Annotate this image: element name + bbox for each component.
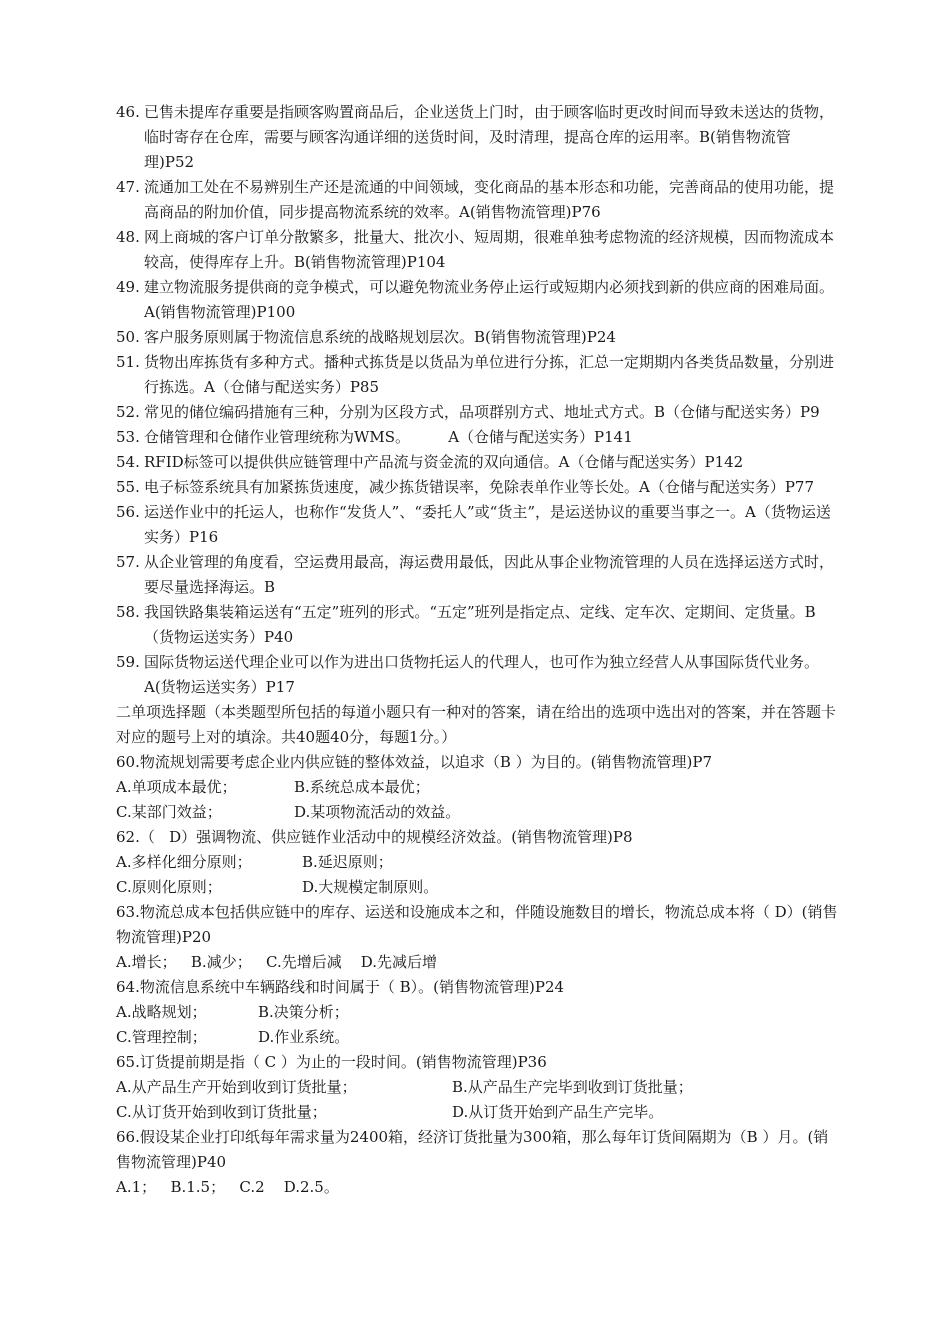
question-stem: 60.物流规划需要考虑企业内供应链的整体效益，以追求（B ）为目的。(销售物流管理)P7 xyxy=(116,753,712,771)
option-a: A.多样化细分原则； xyxy=(116,853,252,871)
question-text: 从企业管理的角度看，空运费用最高，海运费用最低，因此从事企业物流管理的人员在选择运送方式时，要尽量选择海运。B xyxy=(144,553,835,596)
question-number: 59. xyxy=(116,653,140,671)
question-item xyxy=(116,475,838,500)
option-d: D.从订货开始到产品生产完毕。 xyxy=(452,1103,664,1121)
option-b: B.延迟原则； xyxy=(302,853,393,871)
option-a: A.从产品生产开始到收到订货批量； xyxy=(116,1078,357,1096)
question-item xyxy=(116,550,838,600)
question-text: 国际货物运送代理企业可以作为进出口货物托运人的代理人，也可作为独立经营人从事国际货代业务。A(货物运送实务）P17 xyxy=(144,653,820,696)
question-text: 建立物流服务提供商的竞争模式，可以避免物流业务停止运行或短期内必须找到新的供应商的困难局面。A(销售物流管理)P100 xyxy=(144,278,835,321)
option-row xyxy=(116,1000,838,1025)
option-row xyxy=(116,775,838,800)
question-stem: 65.订货提前期是指（ C ）为止的一段时间。(销售物流管理)P36 xyxy=(116,1053,547,1071)
question-number: 50. xyxy=(116,328,140,346)
question-number: 52. xyxy=(116,403,140,421)
question-item xyxy=(116,400,838,425)
option-row xyxy=(116,1075,838,1100)
option-d: D.作业系统。 xyxy=(258,1028,350,1046)
question-item xyxy=(116,350,838,400)
question-text: RFID标签可以提供供应链管理中产品流与资金流的双向通信。A（仓储与配送实务）P142 xyxy=(144,453,744,471)
question-number: 49. xyxy=(116,278,140,296)
option-c: C.原则化原则； xyxy=(116,878,222,896)
option-line: A.增长； B.减少； C.先增后减 D.先减后增 xyxy=(116,953,438,971)
question-item xyxy=(116,425,838,450)
option-a: A.单项成本最优； xyxy=(116,778,237,796)
option-c: C.从订货开始到收到订货批量； xyxy=(116,1103,327,1121)
question-stem: 62.（ D）强调物流、供应链作业活动中的规模经济效益。(销售物流管理)P8 xyxy=(116,828,633,846)
question-text: 网上商城的客户订单分散繁多，批量大、批次小、短周期，很难单独考虑物流的经济规模，因而物流成本较高，使得库存上升。B(销售物流管理)P104 xyxy=(144,228,835,271)
question-text: 客户服务原则属于物流信息系统的战略规划层次。B(销售物流管理)P24 xyxy=(144,328,616,346)
question-stem: 64.物流信息系统中车辆路线和时间属于（ B）。(销售物流管理)P24 xyxy=(116,978,565,996)
question-text: 我国铁路集装箱运送有“五定”班列的形式。“五定”班列是指定点、定线、定车次、定期间、定货量。B（货物运送实务）P40 xyxy=(144,603,816,646)
question-number: 47. xyxy=(116,178,140,196)
question-text: 电子标签系统具有加紧拣货速度，减少拣货错误率，免除表单作业等长处。A（仓储与配送实务）P77 xyxy=(144,478,815,496)
option-line: A.1； B.1.5； C.2 D.2.5。 xyxy=(116,1178,339,1196)
option-row xyxy=(116,1025,838,1050)
question-text: 仓储管理和仓储作业管理统称为WMS。 A（仓储与配送实务）P141 xyxy=(144,428,633,446)
document-body xyxy=(116,100,838,1200)
question-number: 46. xyxy=(116,103,140,121)
option-b: B.系统总成本最优； xyxy=(294,778,430,796)
question-text: 运送作业中的托运人，也称作“发货人”、“委托人”或“货主”，是运送协议的重要当事之一。A（货物运送实务）P16 xyxy=(144,503,831,546)
question-number: 54. xyxy=(116,453,140,471)
option-row xyxy=(116,850,838,875)
question-number: 53. xyxy=(116,428,140,446)
question-item xyxy=(116,225,838,275)
question-number: 57. xyxy=(116,553,140,571)
question-number: 58. xyxy=(116,603,140,621)
section-heading: 二单项选择题（本类题型所包括的每道小题只有一种对的答案，请在给出的选项中选出对的答案，并在答题卡对应的题号上对的填涂。共40题40分，每题1分。） xyxy=(116,703,837,746)
question-number: 48. xyxy=(116,228,140,246)
option-b: B.决策分析； xyxy=(258,1003,349,1021)
question-item xyxy=(116,275,838,325)
option-c: C.某部门效益； xyxy=(116,803,222,821)
option-a: A.战略规划； xyxy=(116,1003,207,1021)
question-text: 已售未提库存重要是指顾客购置商品后，企业送货上门时，由于顾客临时更改时间而导致未送达的货物，临时寄存在仓库，需要与顾客沟通详细的送货时间，及时清理，提高仓库的运用率。B(销售物流管理)P52 xyxy=(144,103,835,171)
question-stem: 66.假设某企业打印纸每年需求量为2400箱，经济订货批量为300箱，那么每年订货间隔期为（B ）月。(销售物流管理)P40 xyxy=(116,1128,829,1171)
option-d: D.大规模定制原则。 xyxy=(302,878,439,896)
option-row xyxy=(116,1100,838,1125)
question-item xyxy=(116,325,838,350)
option-c: C.管理控制； xyxy=(116,1028,207,1046)
question-text: 流通加工处在不易辨别生产还是流通的中间领域，变化商品的基本形态和功能，完善商品的使用功能，提高商品的附加价值，同步提高物流系统的效率。A(销售物流管理)P76 xyxy=(144,178,835,221)
question-item xyxy=(116,175,838,225)
option-b: B.从产品生产完毕到收到订货批量； xyxy=(452,1078,693,1096)
question-item xyxy=(116,450,838,475)
question-text: 常见的储位编码措施有三种，分别为区段方式，品项群别方式、地址式方式。B（仓储与配送实务）P9 xyxy=(144,403,820,421)
question-item xyxy=(116,650,838,700)
option-row xyxy=(116,875,838,900)
option-d: D.某项物流活动的效益。 xyxy=(294,803,461,821)
question-item xyxy=(116,500,838,550)
question-text: 货物出库拣货有多种方式。播种式拣货是以货品为单位进行分拣，汇总一定期期内各类货品数量，分别进行拣选。A（仓储与配送实务）P85 xyxy=(144,353,835,396)
question-number: 55. xyxy=(116,478,140,496)
question-stem: 63.物流总成本包括供应链中的库存、运送和设施成本之和，伴随设施数目的增长，物流总成本将（ D）(销售物流管理)P20 xyxy=(116,903,838,946)
question-number: 51. xyxy=(116,353,140,371)
question-item xyxy=(116,100,838,175)
option-row xyxy=(116,800,838,825)
question-item xyxy=(116,600,838,650)
question-number: 56. xyxy=(116,503,140,521)
